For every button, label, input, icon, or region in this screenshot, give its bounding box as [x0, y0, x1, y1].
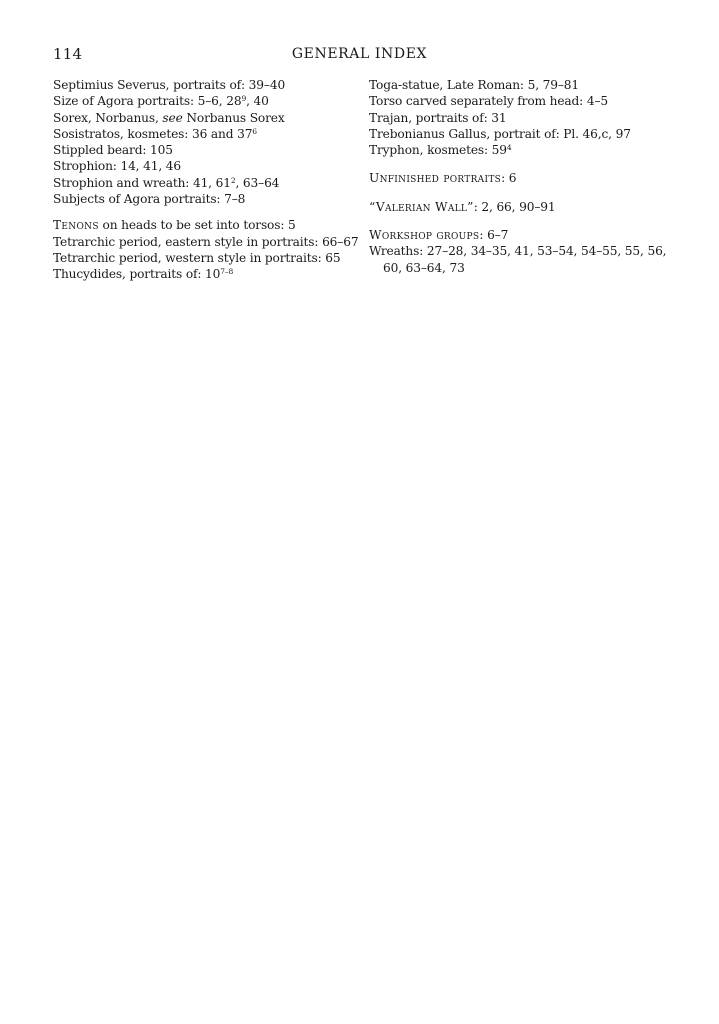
- cross-reference-see: see: [162, 110, 183, 125]
- index-entry: “Valerian Wall”: 2, 66, 90–91: [369, 199, 556, 214]
- index-entry: Strophion: 14, 41, 46: [53, 159, 181, 174]
- index-entry: Tenons on heads to be set into torsos: 5: [53, 218, 296, 233]
- index-entry: Sorex, Norbanus, see Norbanus Sorex: [53, 110, 285, 125]
- index-entry: Subjects of Agora portraits: 7–8: [53, 192, 246, 207]
- index-entry: Unfinished portraits: 6: [369, 171, 517, 186]
- footnote-ref: 4: [506, 143, 512, 153]
- index-headword: Tenons: [53, 218, 99, 233]
- index-entry: Torso carved separately from head: 4–5: [369, 94, 609, 109]
- footnote-ref: 6: [252, 126, 257, 136]
- index-entry: Tetrarchic period, eastern style in portraits: 66–67: [53, 234, 359, 249]
- page-number: 114: [53, 45, 83, 63]
- index-entry: Septimius Severus, portraits of: 39–40: [53, 78, 286, 92]
- index-entry: Workshop groups: 6–7: [369, 228, 509, 243]
- footnote-ref: 9: [241, 94, 247, 104]
- index-entry: Trebonianus Gallus, portrait of: Pl. 46,c, 97: [369, 126, 631, 141]
- index-entry: Size of Agora portraits: 5–6, $28^9$, 40: [53, 94, 269, 109]
- index-entry: Trajan, portraits of: 31: [369, 110, 507, 125]
- index-headword: “Valerian Wall”: [369, 199, 474, 214]
- index-entry: Sosistratos, kosmetes: 36 and $37^6$: [53, 126, 257, 141]
- index-headword: Unfinished portraits: [369, 171, 502, 186]
- index-entry: Stippled beard: 105: [53, 143, 173, 158]
- footnote-ref: 2: [230, 175, 236, 185]
- index-entry: Tetrarchic period, western style in portraits: 65: [53, 250, 341, 265]
- index-column-left: [53, 77, 359, 283]
- index-entry: Wreaths: 27–28, 34–35, 41, 53–54, 54–55, 55, 56, 60, 63–64, 73: [369, 244, 667, 275]
- index-entry: Tryphon, kosmetes: $59^4$: [369, 143, 512, 158]
- index-entry: Strophion and wreath: 41, $61^2$, 63–64: [53, 175, 280, 190]
- index-column-right: [369, 77, 679, 276]
- footnote-ref: 7–8: [220, 267, 234, 277]
- index-entry: Thucydides, portraits of: 10$^{7-8}$: [53, 267, 234, 282]
- running-head-title: GENERAL INDEX: [291, 46, 428, 62]
- index-headword: Workshop groups: [369, 228, 480, 243]
- index-entry: Toga-statue, Late Roman: 5, 79–81: [369, 78, 580, 92]
